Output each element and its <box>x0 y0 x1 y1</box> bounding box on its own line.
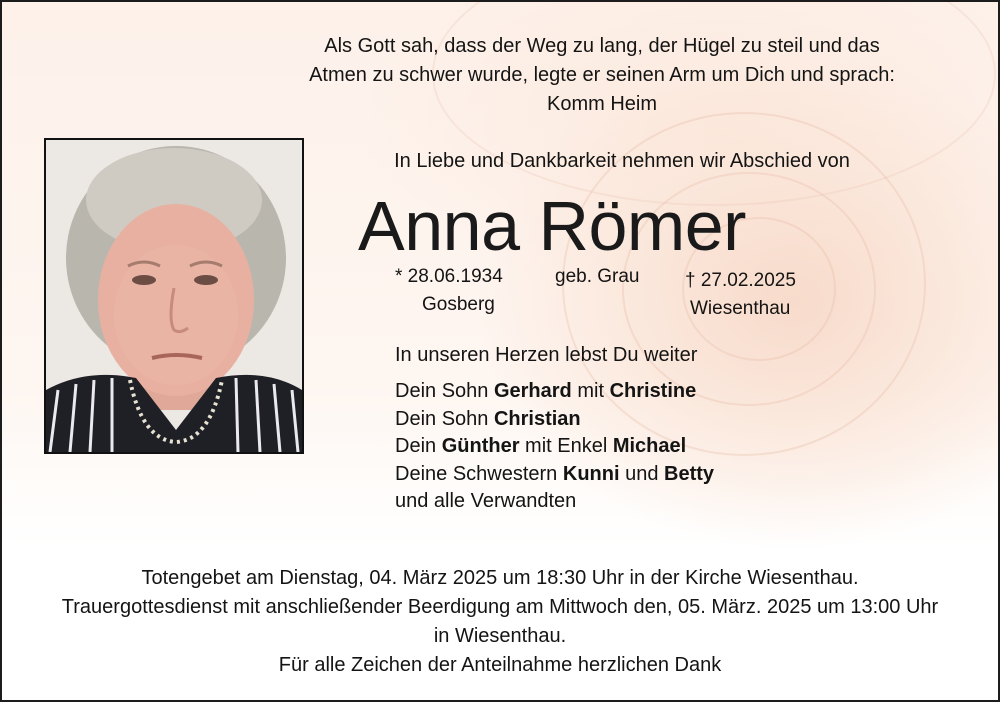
memorial-verse <box>252 32 952 119</box>
mourner-relation: Dein Sohn <box>395 380 494 402</box>
death-place: Wiesenthau <box>690 298 791 319</box>
verse-line: Komm Heim <box>546 93 657 115</box>
portrait-photo <box>44 138 304 454</box>
deceased-name: Anna Römer <box>358 187 746 265</box>
memorial-motto: In unseren Herzen lebst Du weiter <box>395 344 698 366</box>
verse-line: Atmen zu schwer wurde, legte er seinen Arm um Dich und sprach: <box>309 64 895 86</box>
mourner-name: Michael <box>612 435 687 457</box>
mourner-relation: und alle Verwandten <box>395 490 577 512</box>
mourner-relation: mit Enkel <box>519 435 613 457</box>
portrait-image <box>46 140 302 452</box>
mourner-row <box>395 488 714 516</box>
mourner-name: Christine <box>609 380 697 402</box>
service-announcements <box>12 564 988 680</box>
death-date: † 27.02.2025 <box>685 270 796 291</box>
mourner-row <box>395 378 714 406</box>
mourner-relation: Deine Schwestern <box>395 462 563 485</box>
maiden-name: geb. Grau <box>555 266 640 287</box>
mourner-row <box>395 461 714 489</box>
thanks-line: Für alle Zeichen der Anteilnahme herzlichen Dank <box>278 654 722 676</box>
funeral-service-line: Trauergottesdienst mit anschließender Beerdigung am Mittwoch den, 05. März. 2025 um 13:00 Uhr <box>61 596 939 618</box>
mourner-relation: Dein <box>395 435 442 457</box>
prayer-service-line: Totengebet am Dienstag, 04. März 2025 um 18:30 Uhr in der Kirche Wiesenthau. <box>141 567 859 589</box>
birth-place: Gosberg <box>422 294 495 315</box>
mourner-row <box>395 406 714 434</box>
mourner-relation: und <box>619 462 665 485</box>
verse-line: Als Gott sah, dass der Weg zu lang, der Hügel zu steil und das <box>324 35 880 57</box>
mourner-name: Kunni <box>562 462 620 485</box>
mourner-name: Günther <box>441 435 520 457</box>
farewell-intro: In Liebe und Dankbarkeit nehmen wir Abschied von <box>394 150 850 172</box>
mourner-relation: mit <box>571 380 610 402</box>
mourner-name: Betty <box>664 462 715 485</box>
mourner-name: Gerhard <box>493 380 572 402</box>
mourner-name: Christian <box>493 407 581 430</box>
mourner-row <box>395 433 714 461</box>
mourner-relation: Dein Sohn <box>395 407 494 430</box>
funeral-location-line: in Wiesenthau. <box>433 625 567 647</box>
mourners-list <box>395 378 714 516</box>
birth-date: * 28.06.1934 <box>395 266 503 287</box>
